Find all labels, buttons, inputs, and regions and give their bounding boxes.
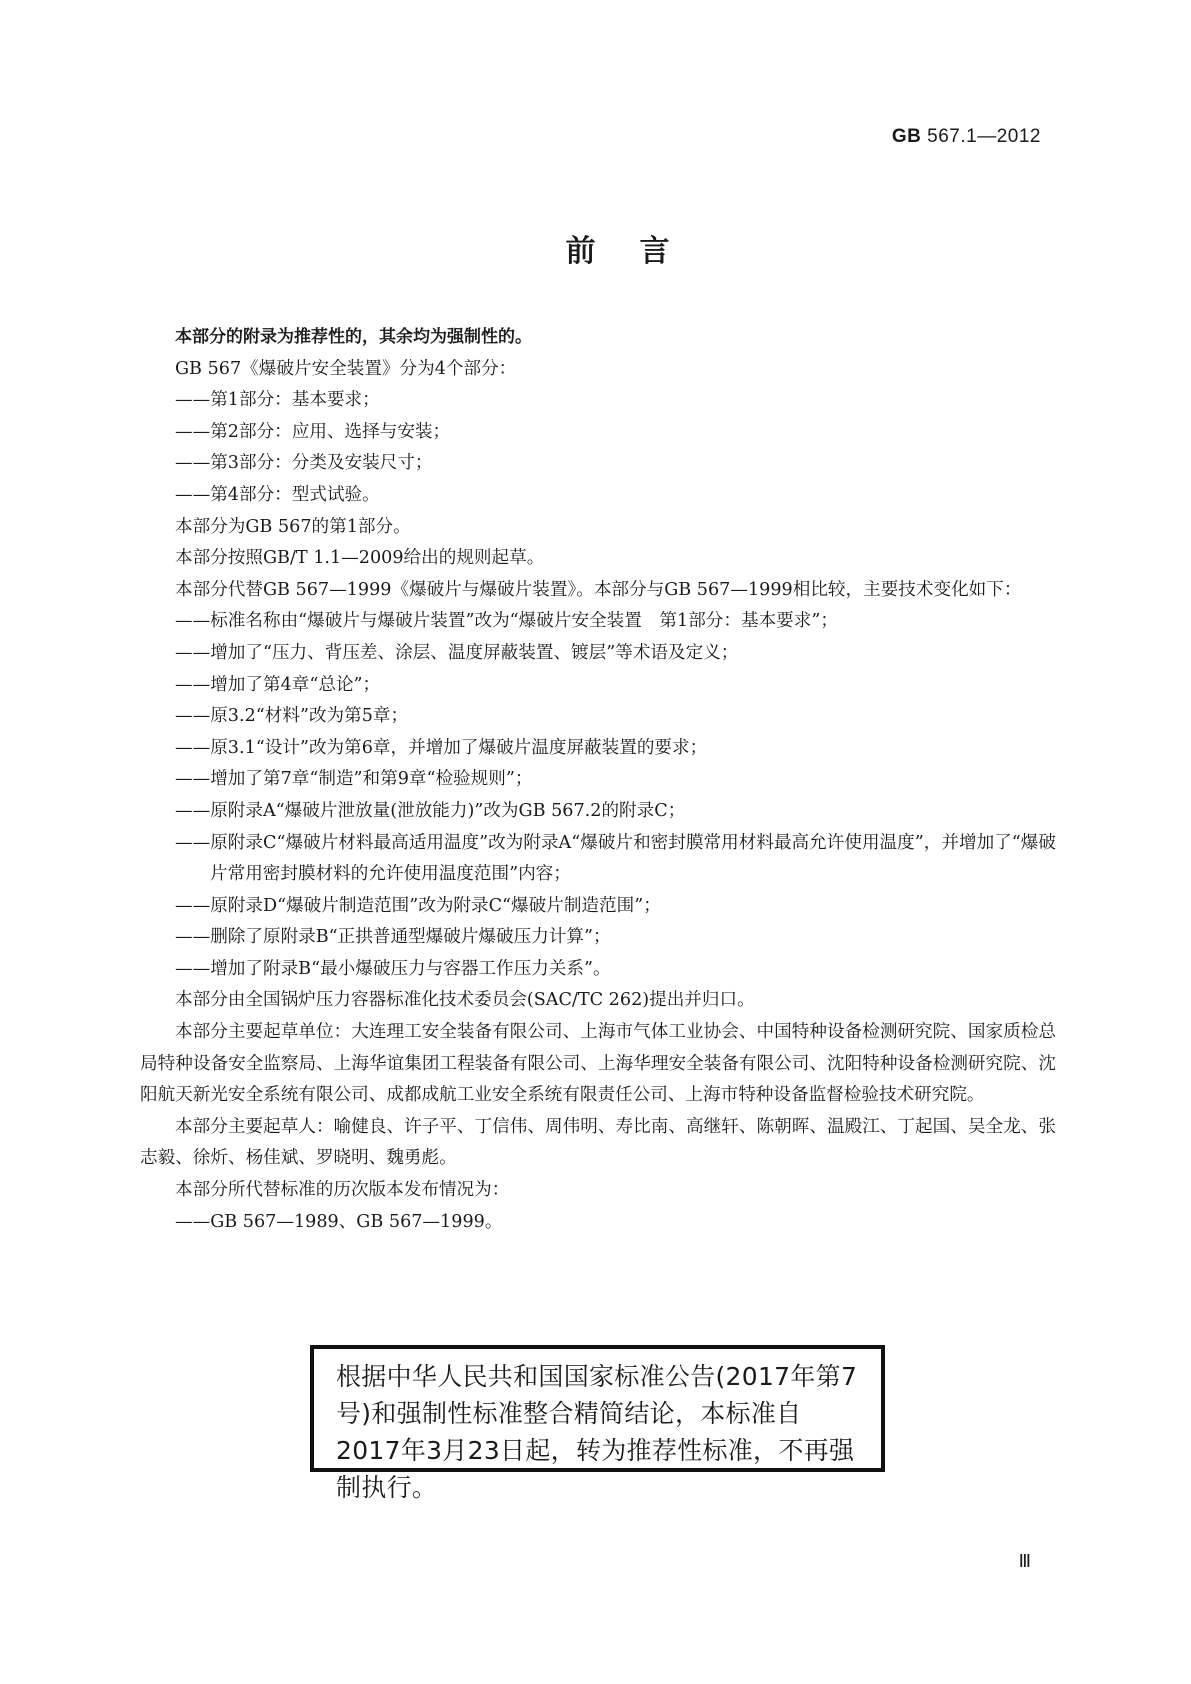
list-item: ——原附录D“爆破片制造范围”改为附录C“爆破片制造范围”； [175, 895, 661, 916]
list-item: ——增加了第4章“总论”； [175, 674, 381, 695]
list-item: ——第1部分：基本要求； [175, 390, 380, 411]
standard-number: 567.1—2012 [927, 126, 1041, 147]
list-item: ——原附录A“爆破片泄放量(泄放能力)”改为GB 567.2的附录C； [175, 800, 686, 821]
list-item: ——第2部分：应用、选择与安装； [175, 421, 451, 442]
list-item: ——原3.2“材料”改为第5章； [175, 706, 409, 727]
list-item: ——原附录C“爆破片材料最高适用温度”改为附录A“爆破片和密封膜常用材料最高允许使用温度”，并增加了“爆破片常用密封膜材料的允许使用温度范围”内容； [175, 832, 1056, 885]
standard-prefix: GB [891, 126, 922, 147]
list-item: ——增加了附录B“最小爆破压力与容器工作压力关系”。 [175, 958, 611, 979]
paragraph: 本部分代替GB 567—1999《爆破片与爆破片装置》。本部分与GB 567—1999相比较，主要技术变化如下： [175, 579, 1022, 600]
list-item: ——增加了第7章“制造”和第9章“检验规则”； [175, 769, 533, 790]
list-item: ——原3.1“设计”改为第6章，并增加了爆破片温度屏蔽装置的要求； [175, 737, 708, 758]
list-item: ——删除了原附录B“正拱普通型爆破片爆破压力计算”； [175, 927, 611, 948]
page-title: 前言 [565, 234, 714, 269]
paragraph: 本部分主要起草单位：大连理工安全装备有限公司、上海市气体工业协会、中国特种设备检测研究院、国家质检总局特种设备安全监察局、上海华谊集团工程装备有限公司、上海华理安全装备有限公司、沈阳特种设备检测研究院、沈阳航天新光安全系统有限公司、成都成航工业安全系统有限责任公司、上海市特种设备监督检验技术研究院。 [140, 1022, 1056, 1106]
page-number: Ⅲ [1018, 1551, 1031, 1571]
standard-code [892, 126, 1041, 148]
paragraph: 本部分按照GB/T 1.1—2009给出的规则起草。 [175, 548, 545, 569]
paragraph: 本部分的附录为推荐性的，其余均为强制性的。 [175, 327, 532, 347]
paragraph: 本部分主要起草人：喻健良、许子平、丁信伟、周伟明、寿比南、高继轩、陈朝晖、温殿江、丁起国、吴全龙、张志毅、徐炘、杨佳斌、罗晓明、魏勇彪。 [140, 1116, 1056, 1169]
notice-text: 根据中华人民共和国国家标准公告(2017年第7号)和强制性标准整合精简结论，本标准自2017年3月23日起，转为推荐性标准，不再强制执行。 [336, 1362, 858, 1502]
paragraph: 本部分由全国锅炉压力容器标准化技术委员会(SAC/TC 262)提出并归口。 [175, 990, 755, 1011]
list-item: ——第3部分：分类及安装尺寸； [175, 453, 433, 474]
list-item: ——增加了“压力、背压差、涂层、温度屏蔽装置、镀层”等术语及定义； [175, 642, 739, 663]
notice-box [310, 1345, 885, 1502]
paragraph: 本部分所代替标准的历次版本发布情况为： [175, 1180, 510, 1201]
list-item: ——标准名称由“爆破片与爆破片装置”改为“爆破片安全装置 第1部分：基本要求”； [175, 611, 838, 632]
list-item: ——GB 567—1989、GB 567—1999。 [175, 1211, 503, 1232]
preface-body [140, 322, 1056, 1238]
paragraph: GB 567《爆破片安全装置》分为4个部分： [175, 358, 517, 379]
list-item: ——第4部分：型式试验。 [175, 484, 380, 505]
paragraph: 本部分为GB 567的第1部分。 [175, 516, 411, 537]
